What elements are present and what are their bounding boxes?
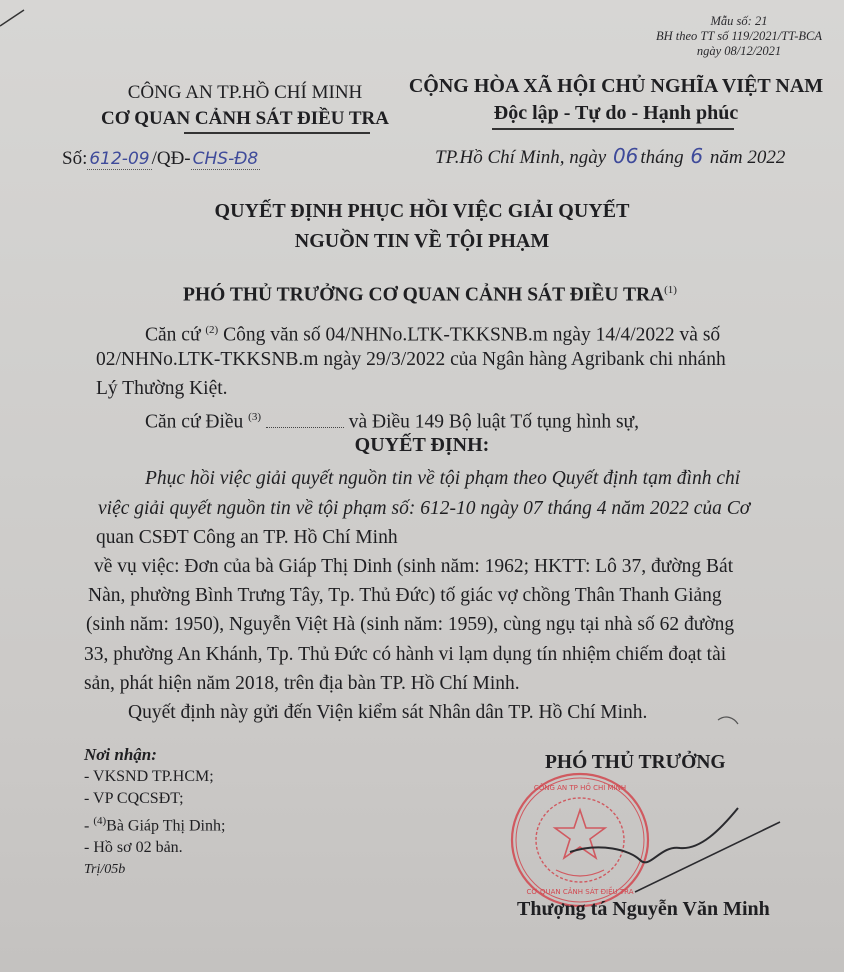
decision-line-8: sản, phát hiện năm 2018, trên địa bàn TP. Hồ Chí Minh. bbox=[84, 673, 520, 694]
decision-line-1: Phục hồi việc giải quyết nguồn tin về tội phạm theo Quyết định tạm đình chỉ bbox=[145, 468, 741, 489]
place-date: TP.Hồ Chí Minh, ngày 06 tháng 6 năm 2022 bbox=[435, 144, 786, 168]
motto-underline bbox=[492, 128, 734, 130]
form-circular: BH theo TT số 119/2021/TT-BCA bbox=[656, 29, 822, 43]
form-date: ngày 08/12/2021 bbox=[696, 44, 782, 58]
handwritten-number: 612-09 bbox=[89, 149, 150, 169]
form-number: Mẫu số: 21 bbox=[710, 14, 768, 28]
recipient-item: - Hồ sơ 02 bản. bbox=[84, 839, 183, 857]
recipients-block bbox=[84, 744, 225, 881]
pen-mark bbox=[0, 0, 40, 40]
decision-line-9: Quyết định này gửi đến Viện kiểm sát Nhân dân TP. Hồ Chí Minh. bbox=[128, 702, 648, 723]
decision-line-6: (sinh năm: 1950), Nguyễn Việt Hà (sinh năm: 1959), cùng ngụ tại nhà số 62 đường bbox=[86, 614, 735, 635]
nation-name: CỘNG HÒA XÃ HỘI CHỦ NGHĨA VIỆT NAM bbox=[408, 75, 824, 97]
decision-line-3: quan CSĐT Công an TP. Hồ Chí Minh bbox=[96, 527, 398, 548]
national-header bbox=[396, 72, 836, 126]
decision-line-7: 33, phường An Khánh, Tp. Thủ Đức có hành vi lạm dụng tín nhiệm chiếm đoạt tài bbox=[84, 644, 727, 665]
decision-line-2: việc giải quyết nguồn tin về tội phạm số: 612-10 ngày 07 tháng 4 năm 2022 của Cơ bbox=[98, 498, 751, 519]
basis-line-4: Căn cứ Điều $^{(3)}$ và Điều 149 Bộ luật Tố tụng hình sự, bbox=[145, 411, 639, 433]
document-title: QUYẾT ĐỊNH PHỤC HỒI VIỆC GIẢI QUYẾT NGUỒN TIN VỀ TỘI PHẠM bbox=[214, 200, 630, 252]
drafter-code: Trị/05b bbox=[84, 862, 126, 878]
signer-name: Thượng tá Nguyễn Văn Minh bbox=[517, 898, 770, 920]
official-stamp-icon bbox=[508, 770, 652, 910]
document-number: Số: 612-09 /QĐ- CHS-Đ8 bbox=[62, 148, 259, 169]
svg-text:CÔNG AN TP HỒ CHÍ MINH: CÔNG AN TP HỒ CHÍ MINH bbox=[533, 784, 627, 792]
basis-line-2: 02/NHNo.LTK-TKKSNB.m ngày 29/3/2022 của Ngân hàng Agribank chi nhánh bbox=[96, 349, 726, 370]
handwritten-suffix: CHS-Đ8 bbox=[192, 149, 259, 169]
agency-name: CƠ QUAN CẢNH SÁT ĐIỀU TRA bbox=[100, 108, 390, 129]
basis-line-3: Lý Thường Kiệt. bbox=[96, 378, 228, 399]
recipient-item: - $^{(4)}$Bà Giáp Thị Dinh; bbox=[84, 815, 226, 835]
signer-role: PHÓ THỦ TRƯỞNG bbox=[545, 752, 726, 773]
decision-heading: QUYẾT ĐỊNH: bbox=[354, 434, 490, 456]
issuing-agency bbox=[80, 80, 410, 132]
nation-motto: Độc lập - Tự do - Hạnh phúc bbox=[493, 102, 739, 124]
form-reference bbox=[656, 14, 822, 59]
agency-underline bbox=[184, 132, 370, 134]
recipients-heading: Nơi nhận: bbox=[84, 745, 157, 764]
decision-line-4: về vụ việc: Đơn của bà Giáp Thị Dinh (sinh năm: 1962; HKTT: Lô 37, đường Bát bbox=[94, 556, 734, 577]
agency-parent: CÔNG AN TP.HỒ CHÍ MINH bbox=[127, 82, 363, 103]
blank-article-field bbox=[266, 415, 344, 428]
recipient-item: - VP CQCSĐT; bbox=[84, 790, 184, 807]
handwritten-day: 06 bbox=[612, 144, 639, 168]
basis-line-1: Căn cứ $^{(2)}$ Công văn số 04/NHNo.LTK-TKKSNB.m ngày 14/4/2022 và số bbox=[145, 324, 721, 346]
handwritten-month: 6 bbox=[690, 144, 704, 168]
signer-heading: PHÓ THỦ TRƯỞNG CƠ QUAN CẢNH SÁT ĐIỀU TRA$^{(1)}$ bbox=[183, 284, 677, 306]
recipient-item: - VKSND TP.HCM; bbox=[84, 768, 214, 785]
svg-text:CƠ QUAN CẢNH SÁT ĐIỀU TRA: CƠ QUAN CẢNH SÁT ĐIỀU TRA bbox=[526, 888, 634, 896]
decision-line-5: Nàn, phường Bình Trưng Tây, Tp. Thủ Đức) tố giác vợ chồng Thân Thanh Giảng bbox=[88, 585, 722, 606]
